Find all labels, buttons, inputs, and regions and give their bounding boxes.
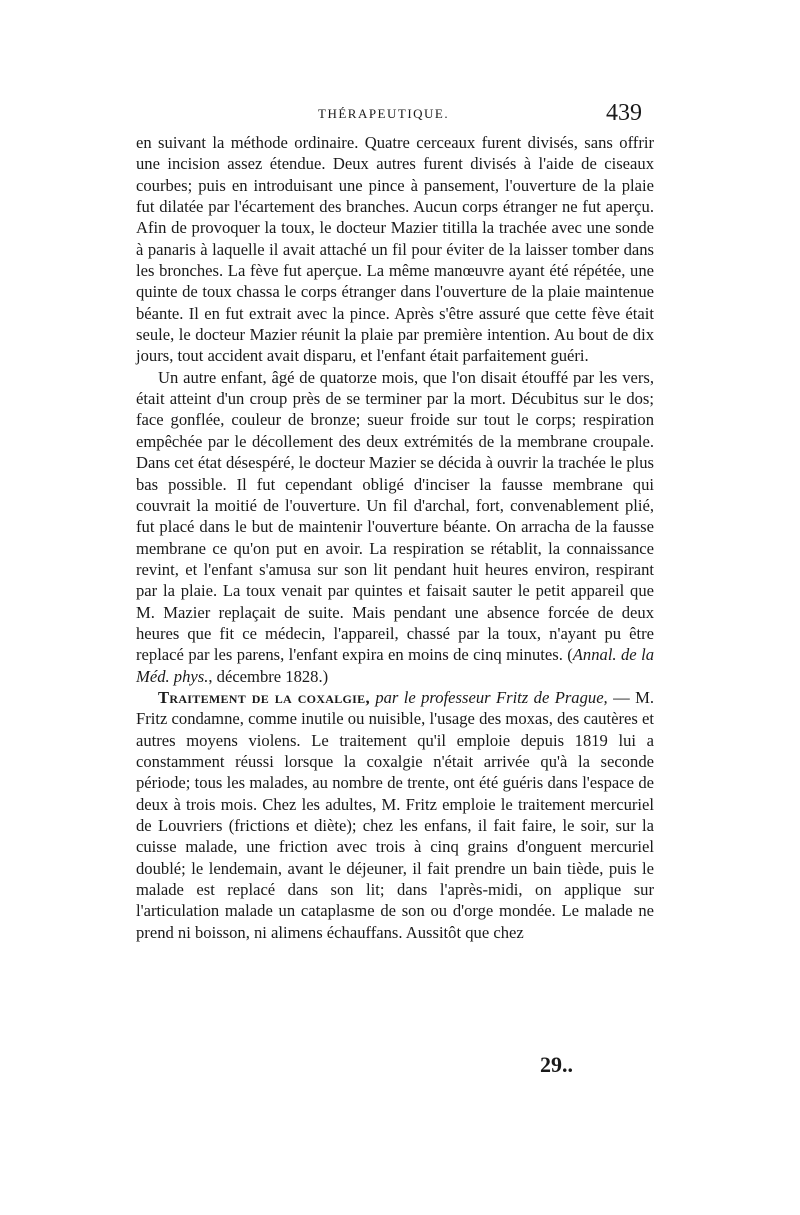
paragraph-text: Un autre enfant, âgé de quatorze mois, que l'on disait étouffé par les vers, était atteint d'un croup près de se terminer par la mort. Décubitus sur le dos; face gonflée, couleur de bronze; sueur froide sur tout le corps; respiration empêchée par le décollement des deux extrémités de la membrane croupale. Dans cet état désespéré, le docteur Mazier se décida à ouvrir la trachée le plus bas possible. Il fut cependant obligé d'inciser la fausse membrane qui couvrait la moitié de l'ouverture. Un fil d'archal, fort, convenablement plié, fut placé dans le but de maintenir l'ouverture béante. On arracha de la fausse membrane ce qu'on put en avoir. La respiration se rétablit, la connaissance revint, et l'enfant s'amusa sur son lit pendant huit heures environ, respirant par la plaie. La toux venait par quintes et faisait sauter le petit appareil que M. Mazier replaçait de suite. Mais pendant une absence forcée de deux heures que fit ce médecin, l'appareil, chassé par la toux, n'ayant pu être replacé par les parens, l'enfant expira en moins de cinq minutes. ( [136, 367, 654, 665]
citation: Annal. de la Méd. phys. [136, 645, 654, 686]
paragraph-coxalgie [136, 687, 654, 943]
section-author: par le professeur Fritz de Prague, [375, 687, 608, 707]
paragraph-text: — M. Fritz condamne, comme inutile ou nuisible, l'usage des moxas, des cautères et autres moyens violens. Le traitement qu'il emploie depuis 1819 lui a constamment réussi lorsque la coxalgie n'était arrivée qu'à la seconde période; tous les malades, au nombre de trente, ont été guéris dans l'espace de deux à trois mois. Chez les adultes, M. Fritz emploie le traitement mercuriel de Louvriers (frictions et diète); chez les enfans, il fait faire, le soir, sur la cuisse malade, une friction avec trois à cinq grains d'onguent mercuriel doublé; le lendemain, avant le déjeuner, il fait prendre un bain tiède, puis le malade est replacé dans son lit; dans l'après-midi, on applique sur l'articulation malade un cataplasme de son ou d'orge mondée. Le malade ne prend ni boisson, ni alimens échauffans. Aussitôt que chez [136, 687, 654, 942]
body-text [136, 132, 654, 943]
paragraph-continuation: en suivant la méthode ordinaire. Quatre cerceaux furent divisés, sans offrir une incision assez étendue. Deux autres furent divisés à l'aide de ciseaux courbes; puis en introduisant une pince à pansement, l'ouverture de la plaie fut dilatée par l'écartement des branches. Aucun corps étranger ne fut aperçu. Afin de provoquer la toux, le docteur Mazier titilla la trachée avec une sonde à panaris à laquelle il avait attaché un fil pour éviter de la laisser tomber dans les bronches. La fève fut aperçue. La même manœuvre ayant été répétée, une quinte de toux chassa le corps étranger dans l'ouverture de la plaie maintenue béante. Il en fut extrait avec la pince. Après s'être assuré que cette fève était seule, le docteur Mazier réunit la plaie par première intention. Au bout de dix jours, tout accident avait disparu, et l'enfant était parfaitement guéri. [136, 133, 654, 366]
running-title: THÉRAPEUTIQUE. [318, 106, 450, 121]
paragraph-croup-case [136, 367, 654, 687]
signature-mark: 29.. [540, 1052, 573, 1077]
section-heading: Traitement de la coxalgie, [158, 687, 370, 707]
running-head [0, 100, 800, 134]
page-number: 439 [606, 100, 642, 126]
paragraph-text-end: , décembre 1828.) [208, 666, 329, 686]
